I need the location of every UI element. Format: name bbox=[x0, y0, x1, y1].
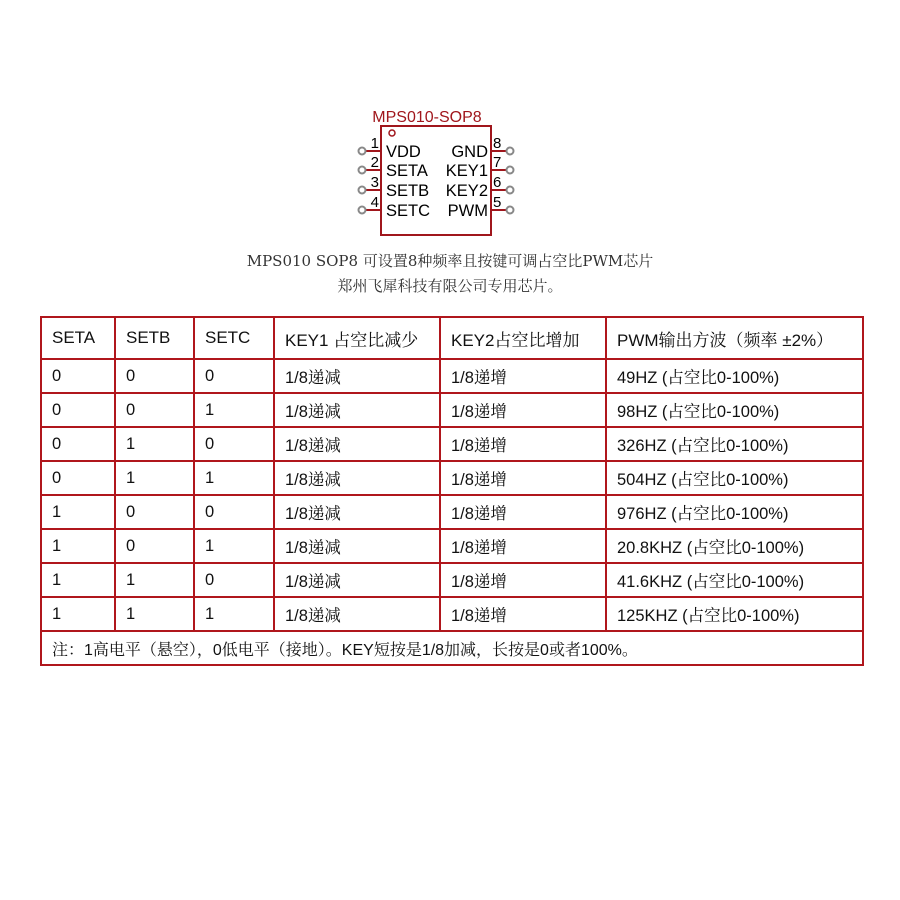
pin-terminal bbox=[507, 187, 514, 194]
table-row bbox=[41, 427, 863, 461]
table-cell: 0 bbox=[194, 563, 274, 597]
table-cell: 0 bbox=[194, 495, 274, 529]
pin-number: 5 bbox=[493, 194, 502, 211]
column-header: SETC bbox=[194, 317, 274, 359]
table-row bbox=[41, 393, 863, 427]
chip-title: MPS010-SOP8 bbox=[372, 109, 482, 126]
pin-label: SETA bbox=[386, 162, 428, 180]
pin-number: 4 bbox=[370, 194, 379, 211]
chip-description-line1: MPS010 SOP8 可设置8种频率且按键可调占空比PWM芯片 bbox=[246, 252, 654, 270]
table-cell: 1/8递增 bbox=[440, 495, 606, 529]
pin-terminal bbox=[359, 167, 366, 174]
table-cell: 0 bbox=[194, 427, 274, 461]
table-cell: 1/8递增 bbox=[440, 427, 606, 461]
table-cell: 1 bbox=[41, 529, 115, 563]
table-cell: 1 bbox=[194, 461, 274, 495]
table-cell: 41.6KHZ (占空比0-100%) bbox=[606, 563, 863, 597]
table-cell: 1 bbox=[115, 563, 194, 597]
table-cell: 1 bbox=[115, 597, 194, 631]
pin-label: PWM bbox=[447, 202, 488, 220]
table-cell: 0 bbox=[115, 495, 194, 529]
column-header: KEY1 占空比减少 bbox=[274, 317, 440, 359]
table-row bbox=[41, 563, 863, 597]
frequency-settings-table bbox=[40, 316, 864, 666]
pin-number: 8 bbox=[493, 135, 502, 152]
table-cell: 1 bbox=[194, 529, 274, 563]
table-cell: 326HZ (占空比0-100%) bbox=[606, 427, 863, 461]
table-cell: 1/8递减 bbox=[274, 529, 440, 563]
table-cell: 0 bbox=[41, 461, 115, 495]
table-cell: 1 bbox=[194, 597, 274, 631]
table-cell: 1 bbox=[41, 563, 115, 597]
table-cell: 1/8递增 bbox=[440, 597, 606, 631]
pin-label: GND bbox=[451, 143, 488, 161]
table-cell: 1 bbox=[41, 597, 115, 631]
table-cell: 1/8递增 bbox=[440, 461, 606, 495]
table-cell: 0 bbox=[41, 359, 115, 393]
table-cell: 20.8KHZ (占空比0-100%) bbox=[606, 529, 863, 563]
column-header: PWM输出方波（频率 ±2%） bbox=[606, 317, 863, 359]
table-row bbox=[41, 597, 863, 631]
chip-schematic bbox=[0, 0, 900, 240]
table-note: 注：1高电平（悬空），0低电平（接地）。KEY短按是1/8加减，长按是0或者100%。 bbox=[41, 631, 863, 665]
table-row bbox=[41, 529, 863, 563]
table-cell: 1/8递减 bbox=[274, 359, 440, 393]
table-cell: 1/8递减 bbox=[274, 597, 440, 631]
pin-terminal bbox=[507, 167, 514, 174]
table-cell: 1/8递减 bbox=[274, 461, 440, 495]
pin-label: KEY2 bbox=[445, 182, 488, 200]
table-note-row bbox=[41, 631, 863, 665]
table-cell: 0 bbox=[194, 359, 274, 393]
table-cell: 1/8递减 bbox=[274, 495, 440, 529]
table-cell: 0 bbox=[115, 393, 194, 427]
table-cell: 0 bbox=[41, 427, 115, 461]
pin-terminal bbox=[507, 207, 514, 214]
table-row bbox=[41, 359, 863, 393]
pin-terminal bbox=[359, 148, 366, 155]
table-cell: 976HZ (占空比0-100%) bbox=[606, 495, 863, 529]
column-header: SETA bbox=[41, 317, 115, 359]
table-row bbox=[41, 495, 863, 529]
pin-terminal bbox=[359, 187, 366, 194]
table-cell: 1 bbox=[194, 393, 274, 427]
pin-label: KEY1 bbox=[445, 162, 488, 180]
column-header: SETB bbox=[115, 317, 194, 359]
pin-number: 3 bbox=[370, 174, 379, 191]
table-cell: 1/8递减 bbox=[274, 393, 440, 427]
table-cell: 1/8递增 bbox=[440, 359, 606, 393]
table-cell: 49HZ (占空比0-100%) bbox=[606, 359, 863, 393]
table-cell: 98HZ (占空比0-100%) bbox=[606, 393, 863, 427]
pin-number: 2 bbox=[370, 154, 379, 171]
pin-terminal bbox=[507, 148, 514, 155]
table-cell: 1 bbox=[41, 495, 115, 529]
pin-label: SETC bbox=[386, 202, 431, 220]
table-cell: 1/8递增 bbox=[440, 393, 606, 427]
pin-terminal bbox=[359, 207, 366, 214]
table-cell: 1 bbox=[115, 427, 194, 461]
pin-label: VDD bbox=[386, 143, 421, 161]
pin-number: 1 bbox=[370, 135, 379, 152]
column-header: KEY2占空比增加 bbox=[440, 317, 606, 359]
table-header-row bbox=[41, 317, 863, 359]
table-cell: 0 bbox=[115, 359, 194, 393]
pin-number: 6 bbox=[493, 174, 502, 191]
pin-label: SETB bbox=[386, 182, 430, 200]
table-cell: 1/8递增 bbox=[440, 529, 606, 563]
table-cell: 125KHZ (占空比0-100%) bbox=[606, 597, 863, 631]
table-row bbox=[41, 461, 863, 495]
table-cell: 1/8递增 bbox=[440, 563, 606, 597]
table-cell: 0 bbox=[41, 393, 115, 427]
table-cell: 504HZ (占空比0-100%) bbox=[606, 461, 863, 495]
table-cell: 0 bbox=[115, 529, 194, 563]
table-cell: 1/8递减 bbox=[274, 563, 440, 597]
chip-description-line2: 郑州飞犀科技有限公司专用芯片。 bbox=[337, 277, 563, 295]
table-cell: 1 bbox=[115, 461, 194, 495]
table-cell: 1/8递减 bbox=[274, 427, 440, 461]
pin-number: 7 bbox=[493, 154, 502, 171]
